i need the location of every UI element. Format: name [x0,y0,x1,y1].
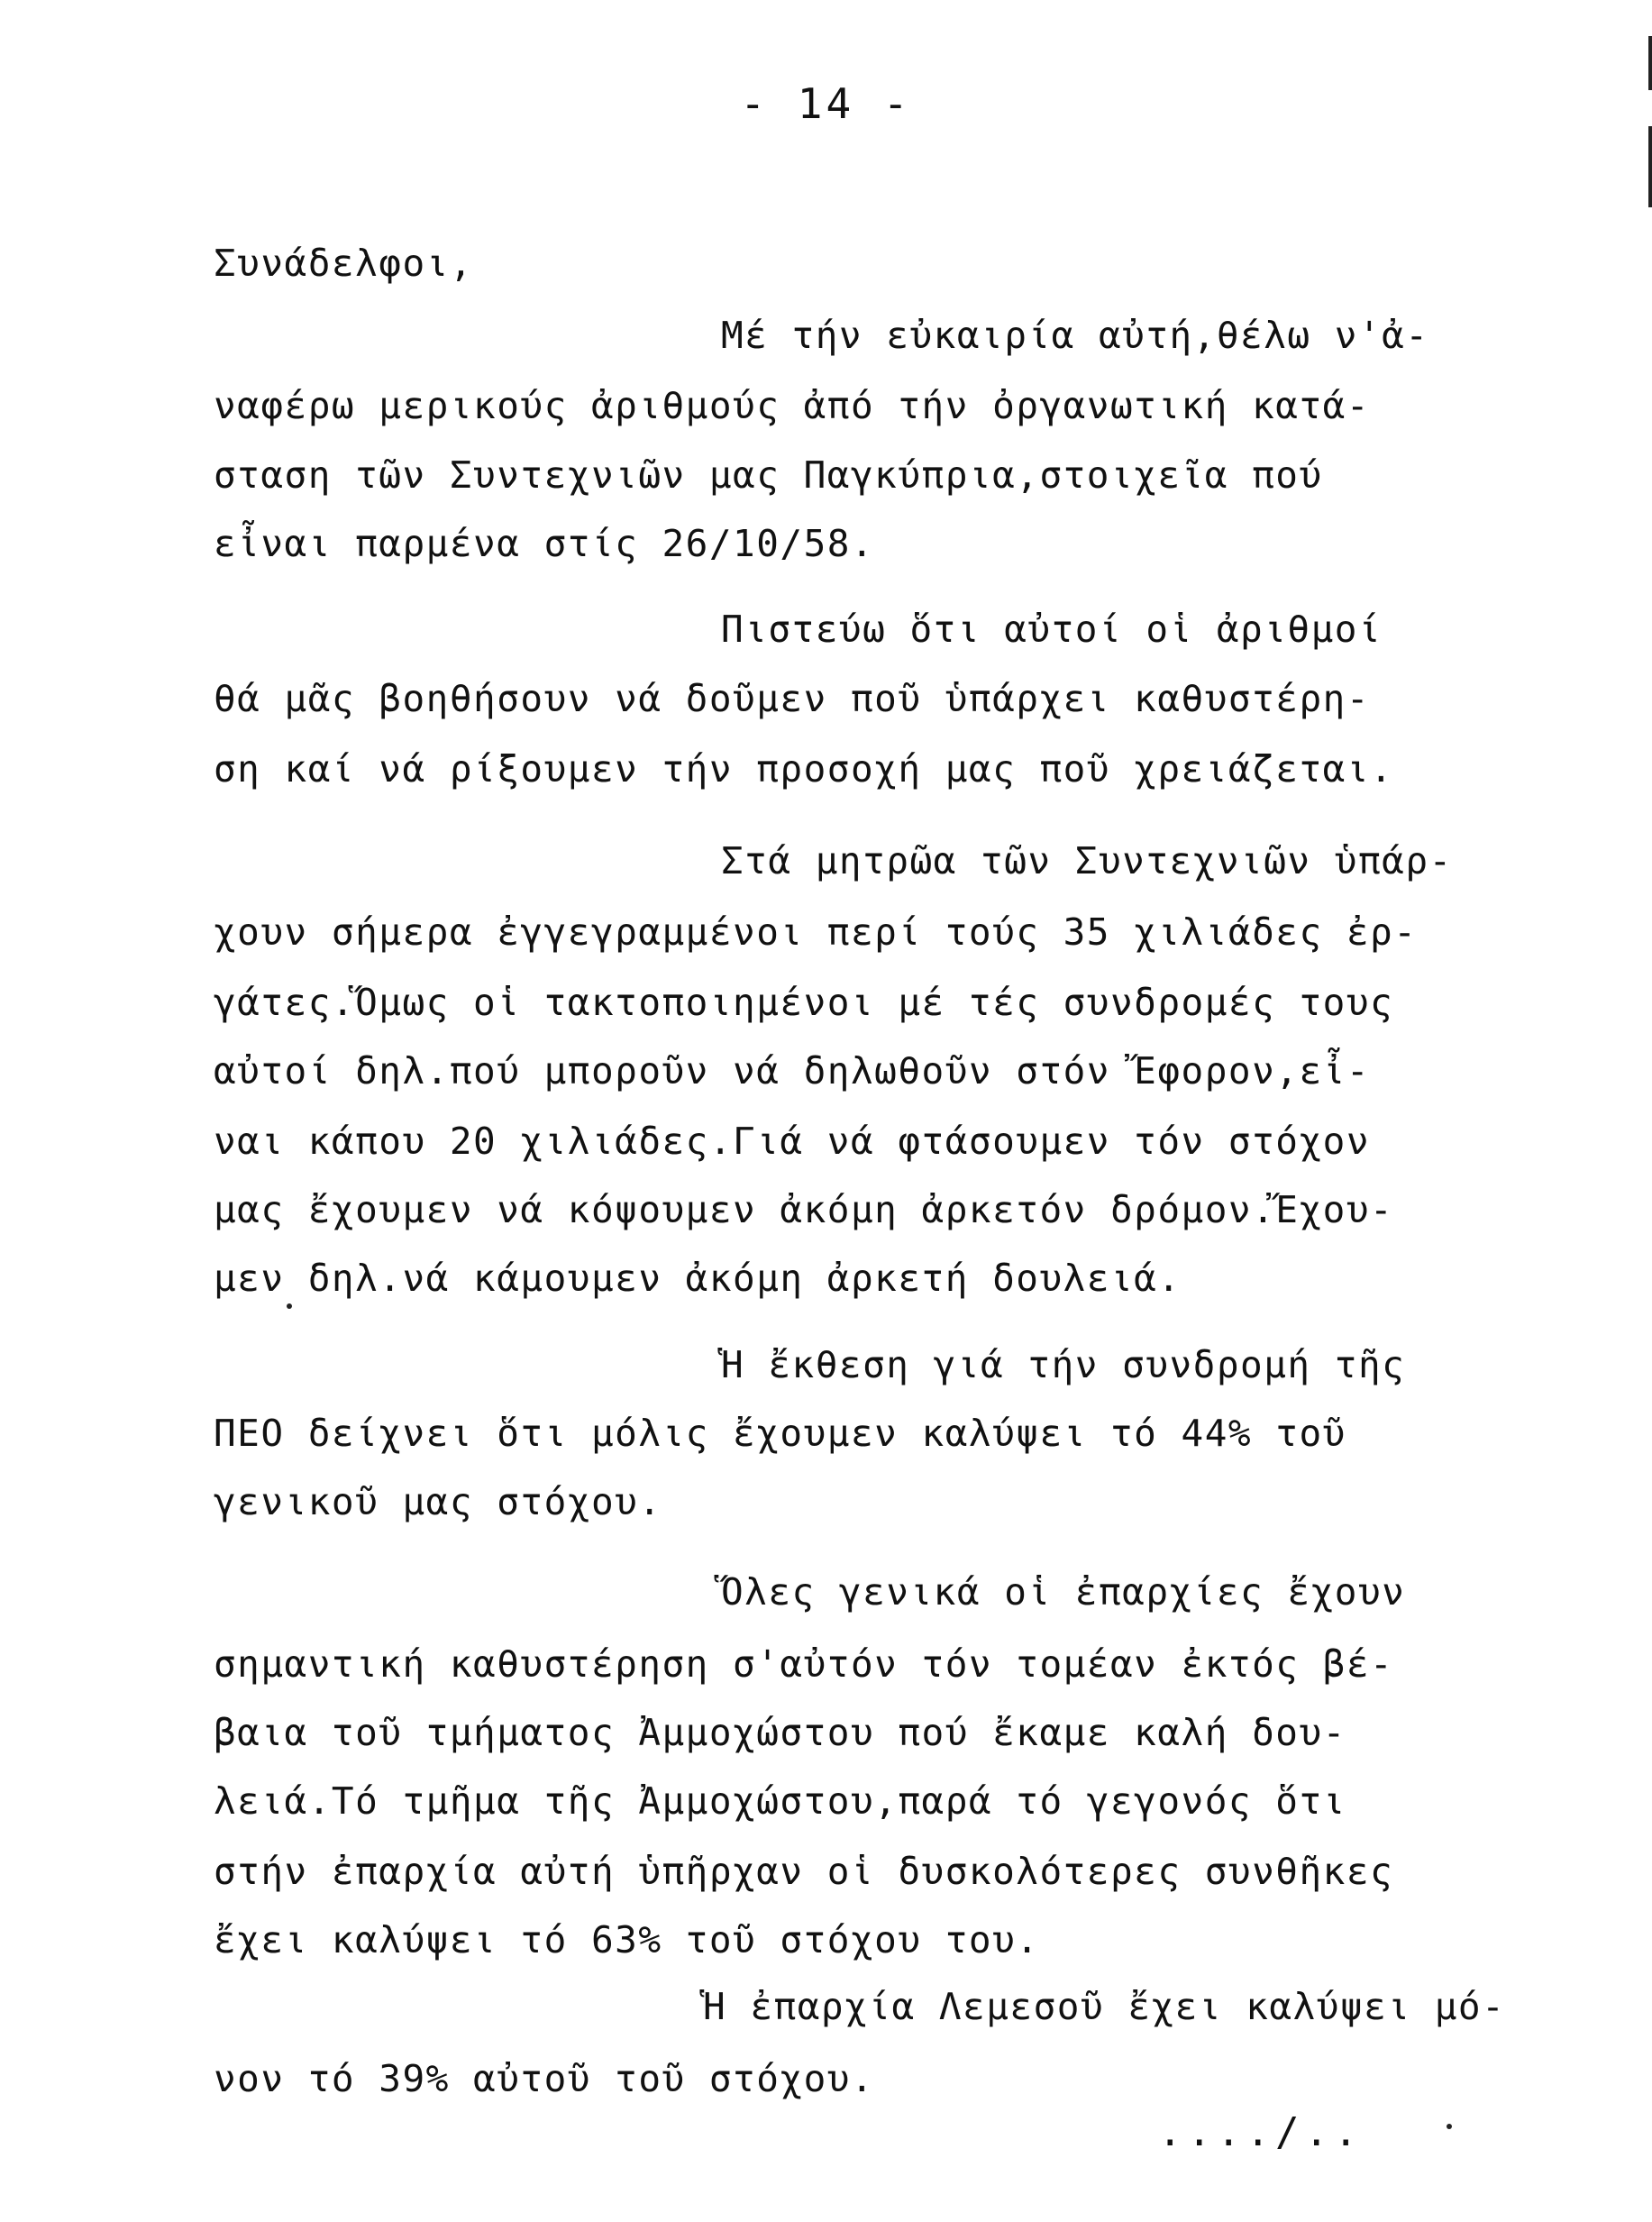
paragraph-line: βαια τοῦ τμήματος Ἀμμοχώστου πού ἔκαμε καλή δου- [214,1711,1346,1754]
paragraph-line: ναφέρω μερικούς ἀριθμούς ἀπό τήν ὀργανωτική κατά- [214,384,1371,427]
paragraph-line: γάτες.Ὅμως οἱ τακτοποιημένοι μέ τές συνδρομές τους [214,981,1394,1024]
paragraph-line: Στά μητρῶα τῶν Συντεχνιῶν ὑπάρ- [721,839,1453,882]
paragraph-line: αὐτοί δηλ.πού μποροῦν νά δηλωθοῦν στόν Ἔφορον,εἶ- [214,1049,1371,1093]
paragraph-line: θά μᾶς βοηθήσουν νά δοῦμεν ποῦ ὑπάρχει καθυστέρη- [214,677,1371,720]
scan-speck [287,1303,292,1309]
paragraph-line: Μέ τήν εὐκαιρία αὐτή,θέλω ν'ἀ- [721,314,1429,357]
paragraph-line: ση καί νά ρίξουμεν τήν προσοχή μας ποῦ χρειάζεται. [214,747,1394,791]
page-number: - 14 - [740,79,912,128]
paragraph-line: Ὅλες γενικά οἱ ἐπαρχίες ἔχουν [721,1570,1406,1614]
salutation: Συνάδελφοι, [214,242,474,285]
paragraph-line: σημαντική καθυστέρηση σ'αὐτόν τόν τομέαν ἐκτός βέ- [214,1642,1394,1686]
paragraph-line: σταση τῶν Συντεχνιῶν μας Παγκύπρια,στοιχεῖα πού [214,453,1323,497]
paragraph-line: Πιστεύω ὅτι αὐτοί οἱ ἀριθμοί [721,608,1383,651]
paragraph-line: εἶναι παρμένα στίς 26/10/58. [214,522,875,565]
paragraph-line: χουν σήμερα ἐγγεγραμμένοι περί τούς 35 χιλιάδες ἐρ- [214,910,1418,954]
paragraph-line: Ἡ ἐπαρχία Λεμεσοῦ ἔχει καλύψει μό- [703,1985,1506,2028]
paragraph-line: στήν ἐπαρχία αὐτή ὑπῆρχαν οἱ δυσκολότερες συνθῆκες [214,1850,1394,1893]
paragraph-line: ναι κάπου 20 χιλιάδες.Γιά νά φτάσουμεν τόν στόχον [214,1120,1371,1163]
paragraph-line: ἔχει καλύψει τό 63% τοῦ στόχου του. [214,1918,1040,1961]
paragraph-line: λειά.Τό τμῆμα τῆς Ἀμμοχώστου,παρά τό γεγονός ὅτι [214,1779,1346,1823]
scan-speck [1447,2124,1452,2129]
paragraph-line: μας ἔχουμεν νά κόψουμεν ἀκόμη ἀρκετόν δρόμον.Ἔχου- [214,1188,1394,1231]
continuation-mark: ..../.. [1158,2109,1364,2155]
scan-edge-mark [1648,36,1652,90]
scan-edge-mark [1648,126,1652,207]
paragraph-line: μεν δηλ.νά κάμουμεν ἀκόμη ἀρκετή δουλειά. [214,1257,1182,1300]
paragraph-line: Ἡ ἔκθεση γιά τήν συνδρομή τῆς [721,1343,1406,1386]
paragraph-line: ΠΕΟ δείχνει ὅτι μόλις ἔχουμεν καλύψει τό 44% τοῦ [214,1412,1346,1455]
paragraph-line: νον τό 39% αὐτοῦ τοῦ στόχου. [214,2057,875,2100]
paragraph-line: γενικοῦ μας στόχου. [214,1480,662,1523]
